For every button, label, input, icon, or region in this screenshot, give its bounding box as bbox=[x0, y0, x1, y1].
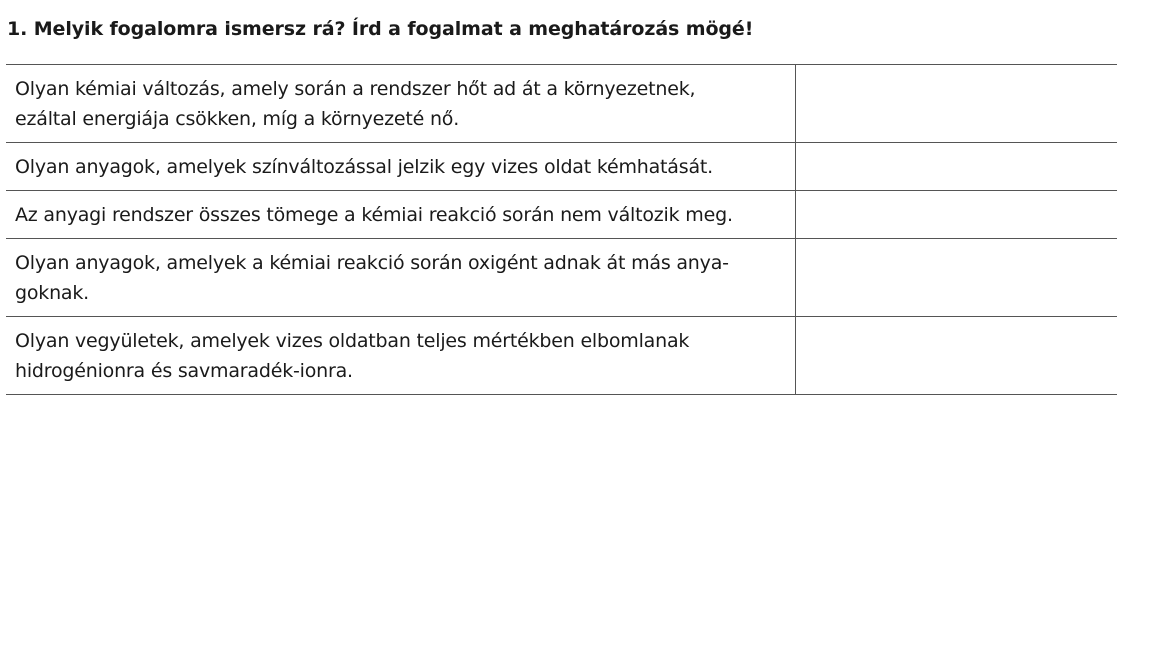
definition-line: Olyan kémiai változás, amely során a rendszer hőt ad át a környezetnek, bbox=[15, 78, 696, 100]
definition-cell bbox=[6, 317, 796, 394]
definition-cell bbox=[6, 239, 796, 316]
task-title: 1. Melyik fogalomra ismersz rá? Írd a fogalmat a meghatározás mögé! bbox=[7, 18, 754, 40]
answer-cell[interactable] bbox=[796, 239, 1117, 316]
table-row bbox=[6, 239, 1117, 317]
definition-line: Olyan anyagok, amelyek színváltozással jelzik egy vizes oldat kémhatását. bbox=[15, 156, 713, 178]
answer-cell[interactable] bbox=[796, 65, 1117, 142]
definition-line: goknak. bbox=[15, 282, 90, 304]
definition-line: Az anyagi rendszer összes tömege a kémiai reakció során nem változik meg. bbox=[15, 204, 733, 226]
answer-cell[interactable] bbox=[796, 317, 1117, 394]
table-row bbox=[6, 191, 1117, 239]
definitions-table bbox=[6, 64, 1117, 395]
definition-cell bbox=[6, 191, 796, 238]
answer-cell[interactable] bbox=[796, 143, 1117, 190]
definition-line: Olyan vegyületek, amelyek vizes oldatban teljes mértékben elbomlanak bbox=[15, 330, 690, 352]
table-row bbox=[6, 143, 1117, 191]
table-row bbox=[6, 65, 1117, 143]
table-row bbox=[6, 317, 1117, 395]
answer-cell[interactable] bbox=[796, 191, 1117, 238]
definition-cell bbox=[6, 65, 796, 142]
definition-cell bbox=[6, 143, 796, 190]
definition-line: Olyan anyagok, amelyek a kémiai reakció során oxigént adnak át más anya- bbox=[15, 252, 729, 274]
definition-line: ezáltal energiája csökken, míg a környezeté nő. bbox=[15, 108, 460, 130]
definition-line: hidrogénionra és savmaradék-ionra. bbox=[15, 360, 353, 382]
